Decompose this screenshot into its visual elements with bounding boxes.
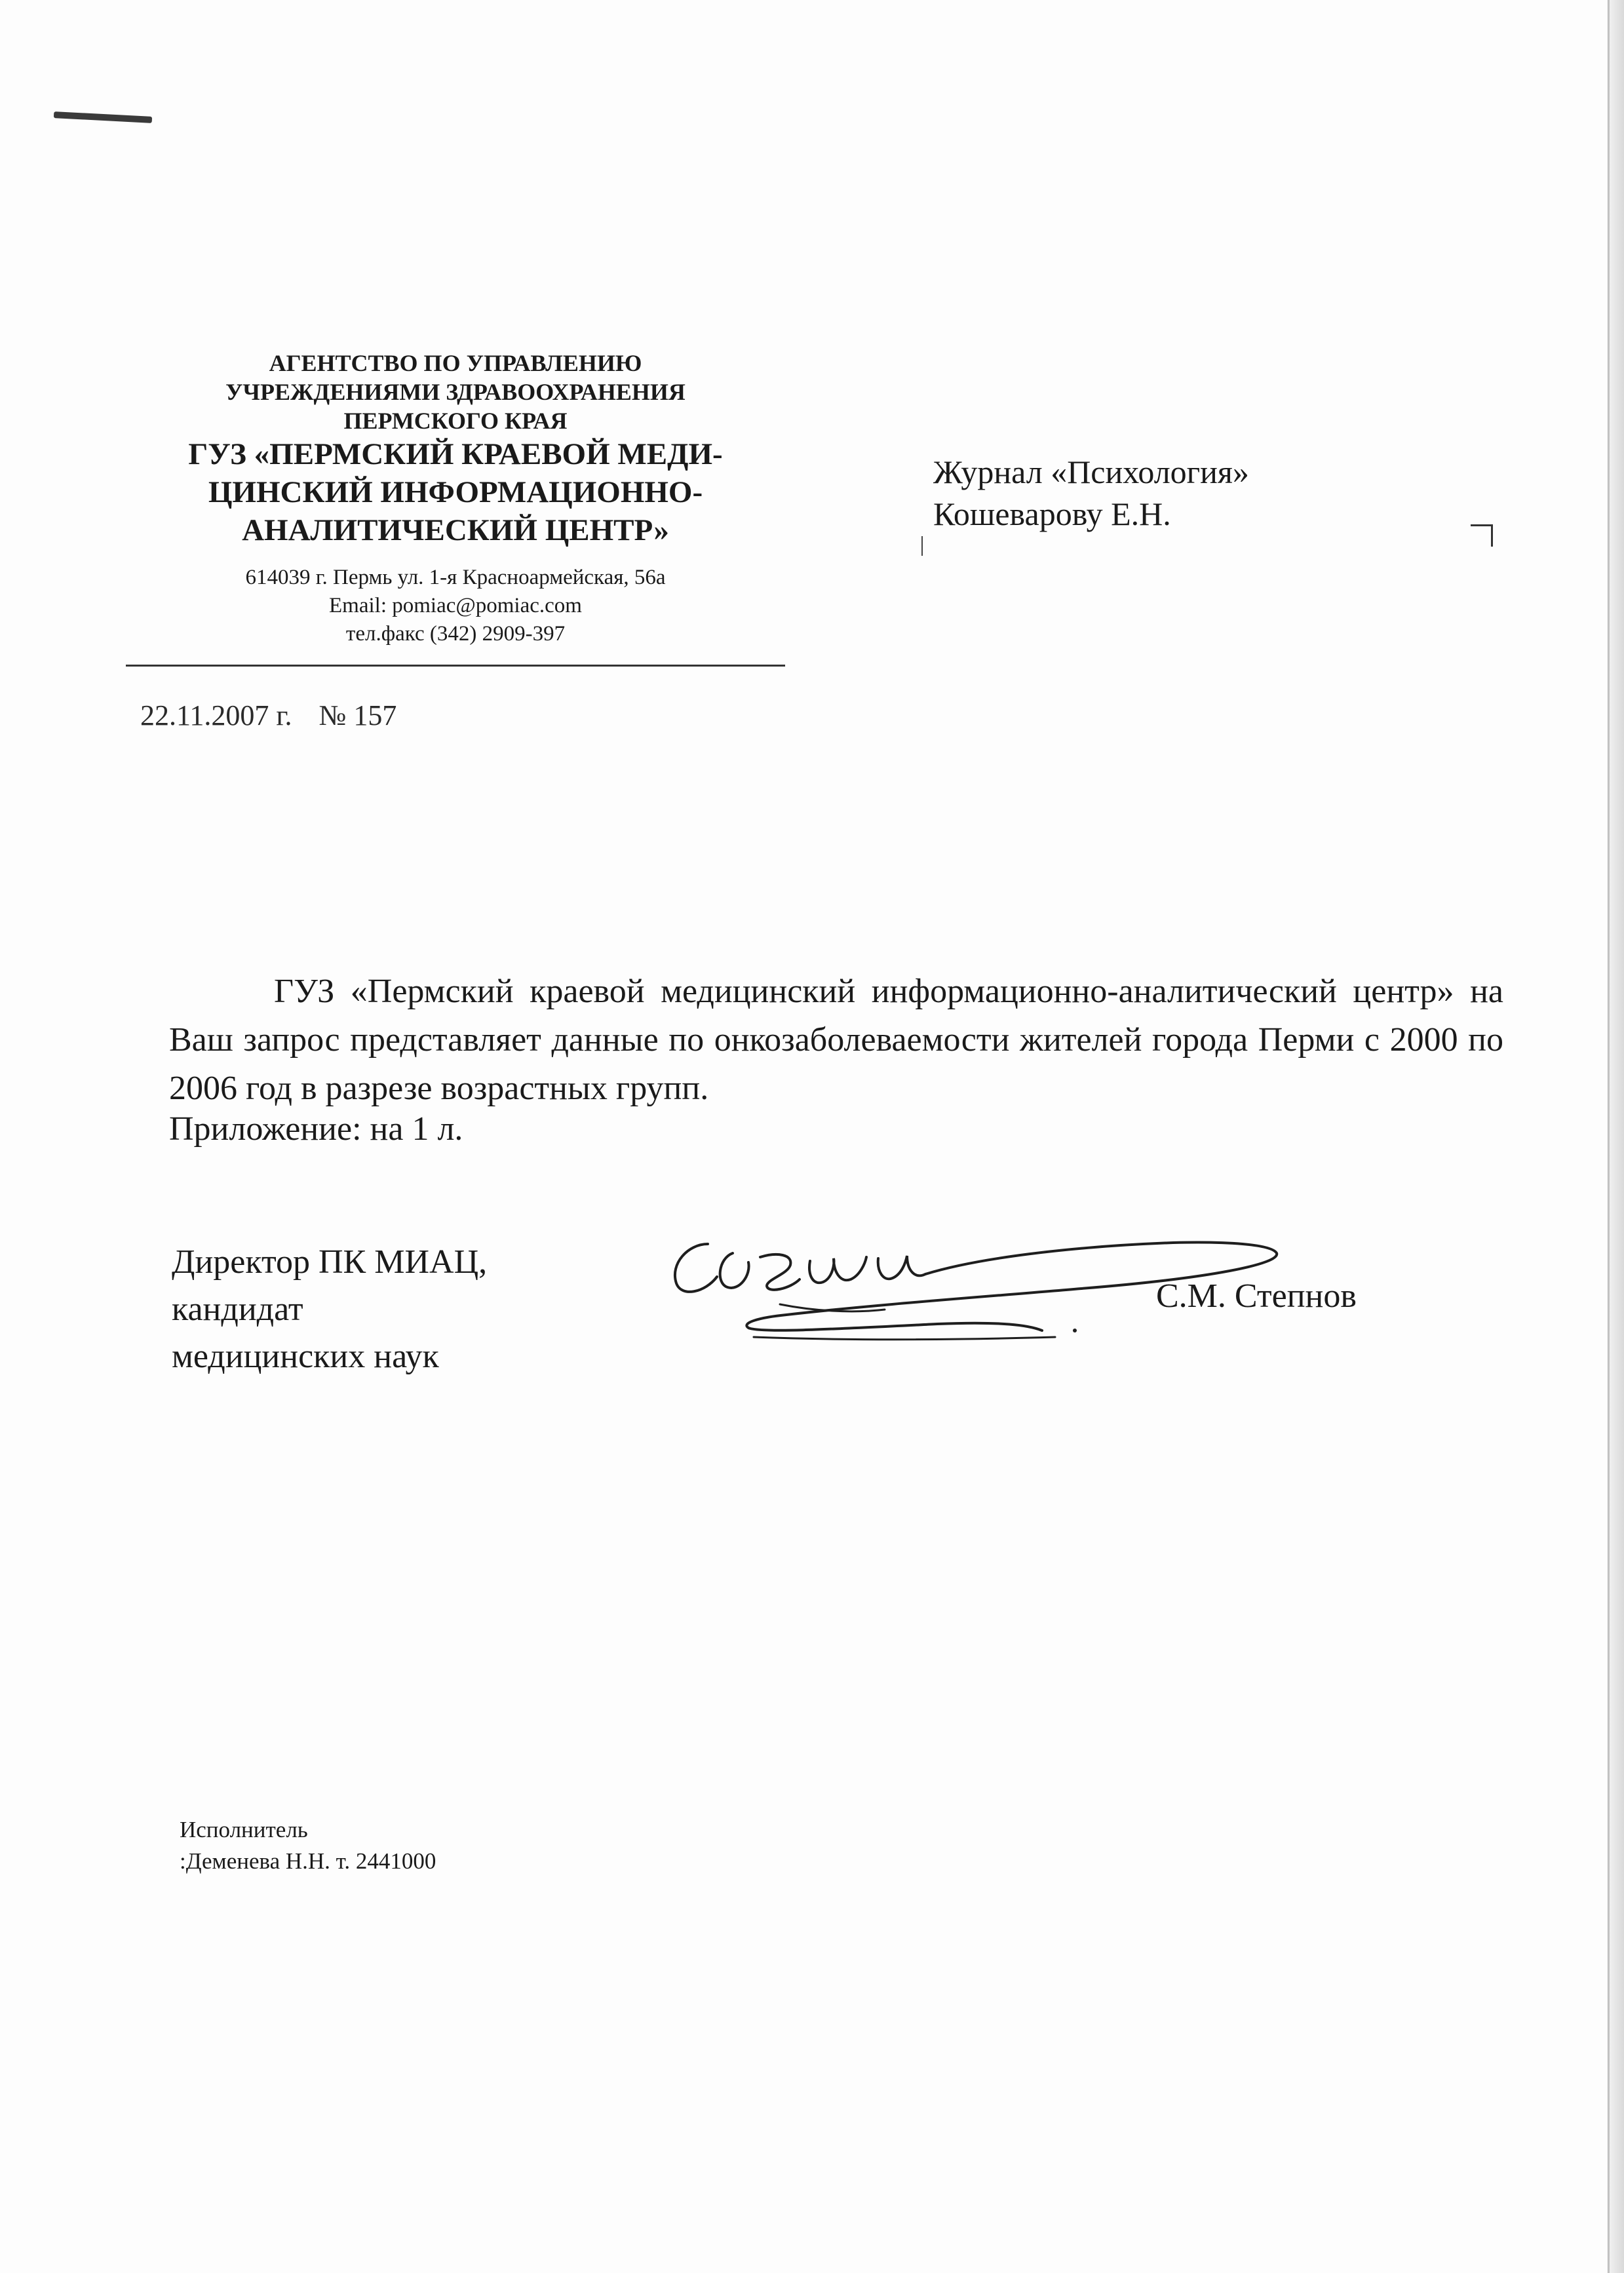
postal-address: 614039 г. Пермь ул. 1-я Красноармейская, 56а <box>245 566 666 589</box>
executor-details: :Деменева Н.Н. т. 2441000 <box>180 1848 436 1874</box>
addressee-block <box>933 451 1249 535</box>
appendix-note: Приложение: на 1 л. <box>169 1110 463 1148</box>
addressee-corner-right <box>1471 524 1493 547</box>
org-line-1: ГУЗ «ПЕРМСКИЙ КРАЕВОЙ МЕДИ- <box>188 437 723 471</box>
position-line-2: кандидат <box>172 1291 303 1328</box>
agency-line-1: АГЕНТСТВО ПО УПРАВЛЕНИЮ <box>269 350 642 376</box>
contact-block <box>125 564 786 648</box>
email-address: Email: pomiac@pomiac.com <box>329 594 582 617</box>
punch-mark <box>54 111 152 123</box>
scan-edge-line <box>1608 0 1610 2273</box>
addressee-organization: Журнал «Психология» <box>933 454 1249 490</box>
letter-body: ГУЗ «Пермский краевой медицинский информационно-аналитический центр» на Ваш запрос представляет данные по онкозаболеваемости жителей города Перми с 2000 по 2006 год в разрезе возрастных групп. <box>169 973 1503 1107</box>
position-line-3: медицинских наук <box>172 1338 439 1375</box>
signatory-position <box>172 1239 487 1380</box>
document-date: 22.11.2007 г. <box>140 699 292 731</box>
signer-name: С.М. Степнов <box>1156 1277 1357 1315</box>
letterhead-divider <box>126 665 785 667</box>
position-line-1: Директор ПК МИАЦ, <box>172 1243 488 1281</box>
addressee-corner-left <box>921 536 923 556</box>
document-date-number <box>140 699 396 732</box>
org-line-3: АНАЛИТИЧЕСКИЙ ЦЕНТР» <box>242 513 669 547</box>
phone-fax: тел.факс (342) 2909-397 <box>345 622 566 646</box>
org-line-2: ЦИНСКИЙ ИНФОРМАЦИОННО- <box>208 475 703 509</box>
agency-line-3: ПЕРМСКОГО КРАЯ <box>343 408 568 434</box>
executor-block <box>180 1814 436 1877</box>
letterhead <box>125 349 786 648</box>
addressee-person: Кошеварову Е.Н. <box>933 495 1171 532</box>
document-number: № 157 <box>319 699 397 731</box>
agency-line-2: УЧРЕЖДЕНИЯМИ ЗДРАВООХРАНЕНИЯ <box>225 379 686 405</box>
executor-label: Исполнитель <box>180 1817 308 1842</box>
